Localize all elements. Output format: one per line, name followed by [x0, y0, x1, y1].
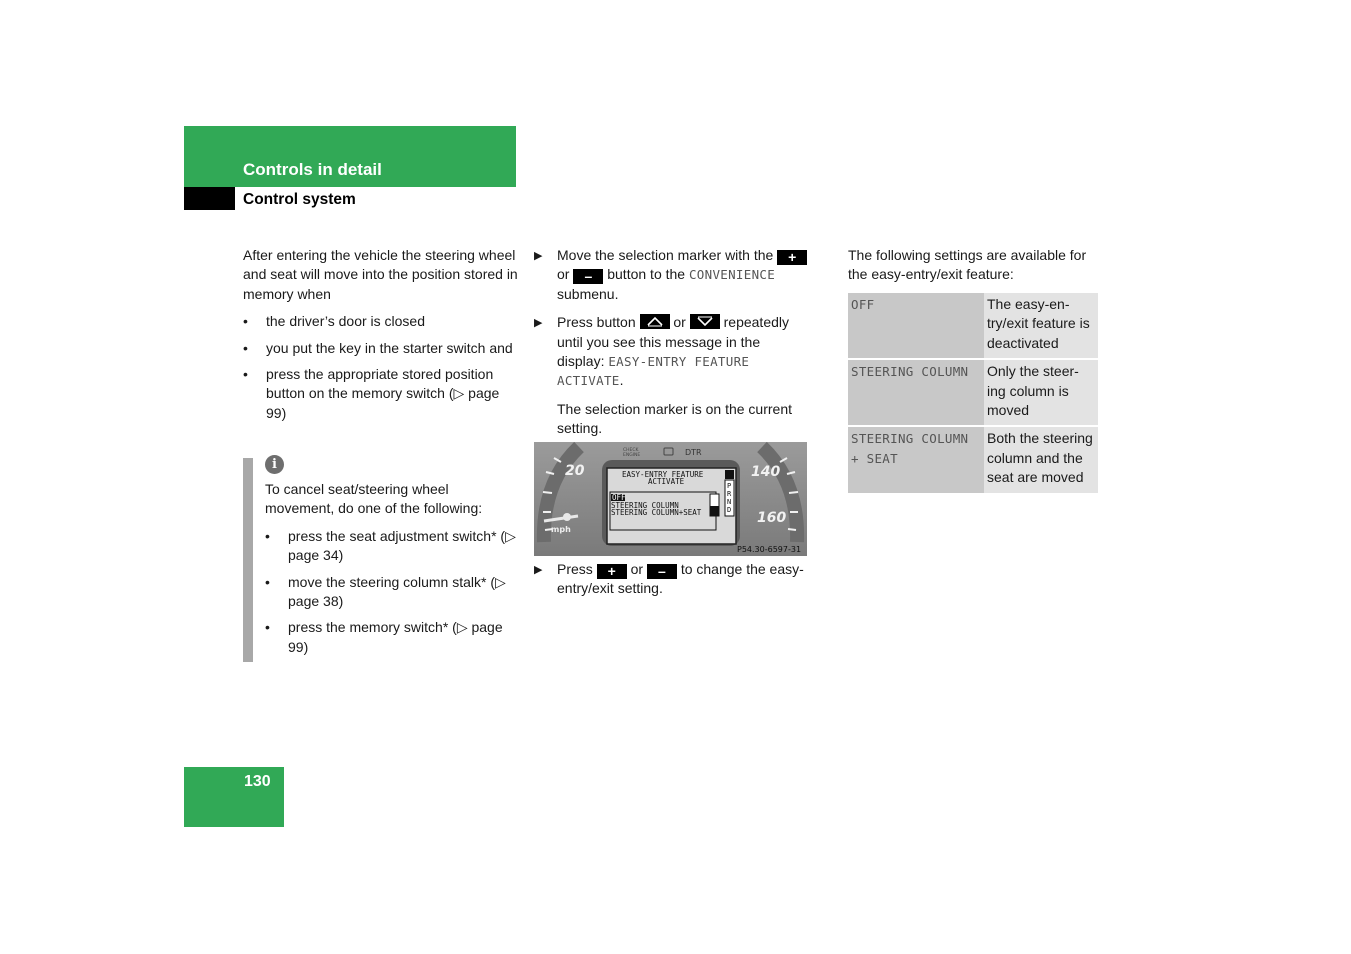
- warning-label: CHECK: [623, 448, 639, 453]
- plus-button-icon: +: [597, 564, 627, 579]
- step-text: or: [673, 314, 686, 331]
- minus-button-icon: –: [647, 564, 677, 579]
- column-1: [243, 246, 518, 430]
- speed-label-140: 140: [751, 464, 781, 480]
- info-icon: i: [265, 455, 284, 474]
- note-list: [265, 527, 520, 657]
- gear-label: R: [727, 490, 732, 498]
- column-2: [534, 246, 809, 448]
- display-option: STEERING COLUMN: [611, 501, 679, 510]
- page-number: 130: [244, 773, 271, 790]
- speed-label-160: 160: [757, 510, 787, 526]
- list-item: • the driver’s door is closed: [243, 312, 518, 331]
- conditions-list: [243, 312, 518, 423]
- setting-name: OFF: [848, 293, 984, 359]
- list-item: • press the memory switch* (▷ page 99): [265, 618, 520, 657]
- step-text: Press button: [557, 314, 636, 331]
- step-select-marker: [534, 246, 809, 304]
- instrument-cluster-image: [534, 442, 807, 556]
- display-option-off: OFF: [612, 493, 626, 502]
- table-row: [848, 359, 1098, 426]
- column-2-continued: [534, 560, 809, 608]
- section-title: Controls in detail: [243, 160, 382, 179]
- step-text: button to the: [607, 266, 686, 283]
- list-item: • move the steering column stalk* (▷ page 38): [265, 573, 520, 612]
- step-arrow-icon: ▶: [534, 250, 543, 262]
- step-text: to change the easy-entry/exit setting.: [557, 561, 804, 597]
- cluster-illustration: [534, 442, 807, 556]
- up-button-icon: [640, 314, 670, 329]
- subsection-title: Control system: [243, 191, 356, 208]
- settings-intro: The following settings are available for the easy-entry/exit feature:: [848, 247, 1087, 283]
- warning-label: ENGINE: [623, 453, 641, 458]
- setting-description: The easy-en-try/exit feature is deactivated: [984, 293, 1098, 359]
- step-arrow-icon: ▶: [534, 317, 543, 330]
- step-text: or: [557, 266, 570, 283]
- step-text: Press: [557, 561, 593, 577]
- setting-description: Only the steer-ing column is moved: [984, 359, 1098, 426]
- intro-paragraph: After entering the vehicle the steering wheel and seat will move into the position stored in memory when: [243, 247, 518, 302]
- setting-description: Both the steering column and the seat are moved: [984, 426, 1098, 492]
- table-row: [848, 293, 1098, 359]
- setting-name: STEERING COLUMN: [848, 359, 984, 426]
- step-press-button: [534, 313, 809, 391]
- step-text: .: [619, 372, 624, 389]
- gear-label: N: [727, 498, 732, 506]
- step-text: repeatedly until you see this message in the display:: [557, 314, 790, 370]
- down-button-icon: [690, 314, 720, 329]
- info-note: [265, 455, 520, 664]
- display-text: EASY-ENTRY FEATURE ACTIVATE: [557, 354, 750, 389]
- note-sidebar: [243, 458, 253, 662]
- speed-label-20: 20: [565, 463, 585, 479]
- gear-label: D: [727, 506, 732, 514]
- figure-reference: P54.30-6597-31: [737, 545, 802, 554]
- column-3: [848, 246, 1103, 285]
- table-row: [848, 426, 1098, 492]
- display-title: ACTIVATE: [648, 477, 685, 486]
- setting-name: STEERING COLUMN + SEAT: [848, 426, 984, 492]
- step-text: submenu.: [557, 285, 619, 302]
- note-text: To cancel seat/steering wheel movement, do one of the following:: [265, 481, 483, 517]
- step-text: Move the selection marker with the: [557, 247, 774, 263]
- marker-note: The selection marker is on the current setting.: [557, 400, 792, 437]
- display-title: EASY-ENTRY FEATURE: [622, 470, 704, 479]
- step-arrow-icon: ▶: [534, 564, 543, 576]
- list-item: • press the appropriate stored position button on the memory switch (▷ page 99): [243, 365, 518, 423]
- display-text: CONVENIENCE: [688, 267, 776, 283]
- step-text: or: [630, 561, 644, 577]
- subsection-marker: [184, 187, 235, 210]
- gear-label: P: [727, 482, 732, 490]
- unit-label: mph: [551, 525, 571, 534]
- minus-button-icon: –: [573, 269, 603, 284]
- list-item: • you put the key in the starter switch and: [243, 339, 518, 358]
- settings-table: [848, 293, 1098, 493]
- plus-button-icon: +: [777, 250, 807, 265]
- list-item: • press the seat adjustment switch* (▷ page 34): [265, 527, 520, 566]
- step-change-setting: [534, 560, 809, 599]
- display-option: STEERING COLUMN+SEAT: [611, 508, 702, 517]
- dtr-label: DTR: [685, 448, 702, 457]
